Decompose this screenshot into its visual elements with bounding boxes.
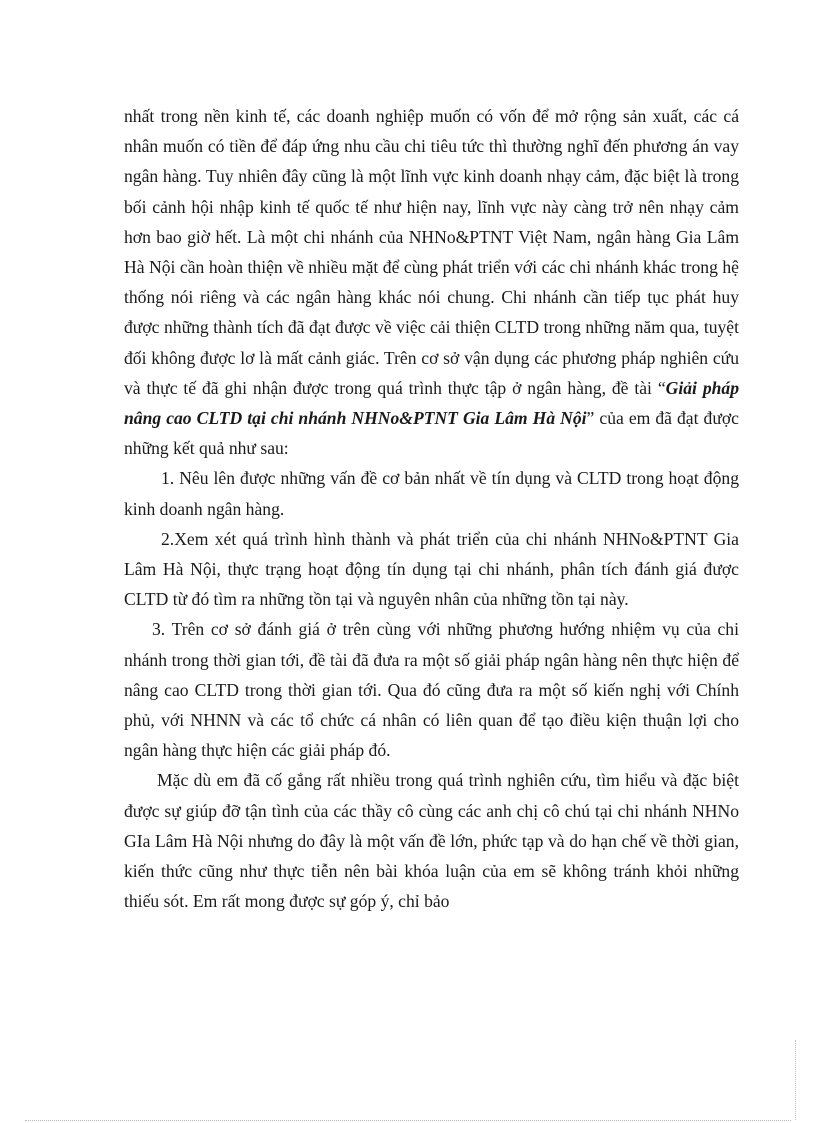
paragraph-intro [124, 101, 739, 463]
page-bottom-divider [25, 1120, 791, 1121]
page-right-divider [795, 1040, 796, 1120]
body-text [124, 101, 739, 916]
list-item-1: 1. Nêu lên được những vấn đề cơ bản nhất về tín dụng và CLTD trong hoạt động kinh doanh ngân hàng. [124, 468, 739, 519]
paragraph-closing: Mặc dù em đã cố gắng rất nhiều trong quá trình nghiên cứu, tìm hiểu và đặc biệt được sự giúp đỡ tận tình của các thầy cô cùng các anh chị cô chú tại chi nhánh NHNo GIa Lâm Hà Nội nhưng do đây là một vấn đề lớn, phức tạp và do hạn chế về thời gian, kiến thức cũng như thực tiễn nên bài khóa luận của em sẽ không tránh khỏi những thiếu sót. Em rất mong được sự góp ý, chỉ bảo [124, 770, 739, 912]
paragraph-intro-text: nhất trong nền kinh tế, các doanh nghiệp muốn có vốn để mở rộng sản xuất, các cá nhân muốn có tiền để đáp ứng nhu cầu chi tiêu tức thì thường nghĩ đến phương án vay ngân hàng. Tuy nhiên đây cũng là một lĩnh vực kinh doanh nhạy cảm, đặc biệt là trong bối cảnh hội nhập kinh tế quốc tế như hiện nay, lĩnh vực này càng trở nên nhạy cảm hơn bao giờ hết. Là một chi nhánh của NHNo&PTNT Việt Nam, ngân hàng Gia Lâm Hà Nội cần hoàn thiện về nhiều mặt để cùng phát triển với các chi nhánh khác trong hệ thống nói riêng và các ngân hàng khác nói chung. Chi nhánh cần tiếp tục phát huy được những thành tích đã đạt được về việc cải thiện CLTD trong những năm qua, tuyệt đối không được lơ là mất cảnh giác. Trên cơ sở vận dụng các phương pháp nghiên cứu và thực tế đã ghi nhận được trong quá trình thực tập ở ngân hàng, đề tài “ [124, 106, 739, 398]
list-item-2: 2.Xem xét quá trình hình thành và phát triển của chi nhánh NHNo&PTNT Gia Lâm Hà Nội, thực trạng hoạt động tín dụng tại chi nhánh, phân tích đánh giá được CLTD từ đó tìm ra những tồn tại và nguyên nhân của những tồn tại này. [124, 528, 739, 610]
list-item-3: 3. Trên cơ sở đánh giá ở trên cùng với những phương hướng nhiệm vụ của chi nhánh trong thời gian tới, đề tài đã đưa ra một số giải pháp ngân hàng nên thực hiện để nâng cao CLTD trong thời gian tới. Qua đó cũng đưa ra một số kiến nghị với Chính phủ, với NHNN và các tổ chức cá nhân có liên quan để tạo điều kiện thuận lợi cho ngân hàng thực hiện các giải pháp đó. [124, 619, 739, 761]
thesis-title-emphasis: Giải pháp nâng cao CLTD tại chi nhánh NHNo&PTNT Gia Lâm Hà Nội [124, 377, 740, 429]
paragraph-intro-tail: ” của em đã đạt được những kết quả như sau: [124, 408, 739, 459]
